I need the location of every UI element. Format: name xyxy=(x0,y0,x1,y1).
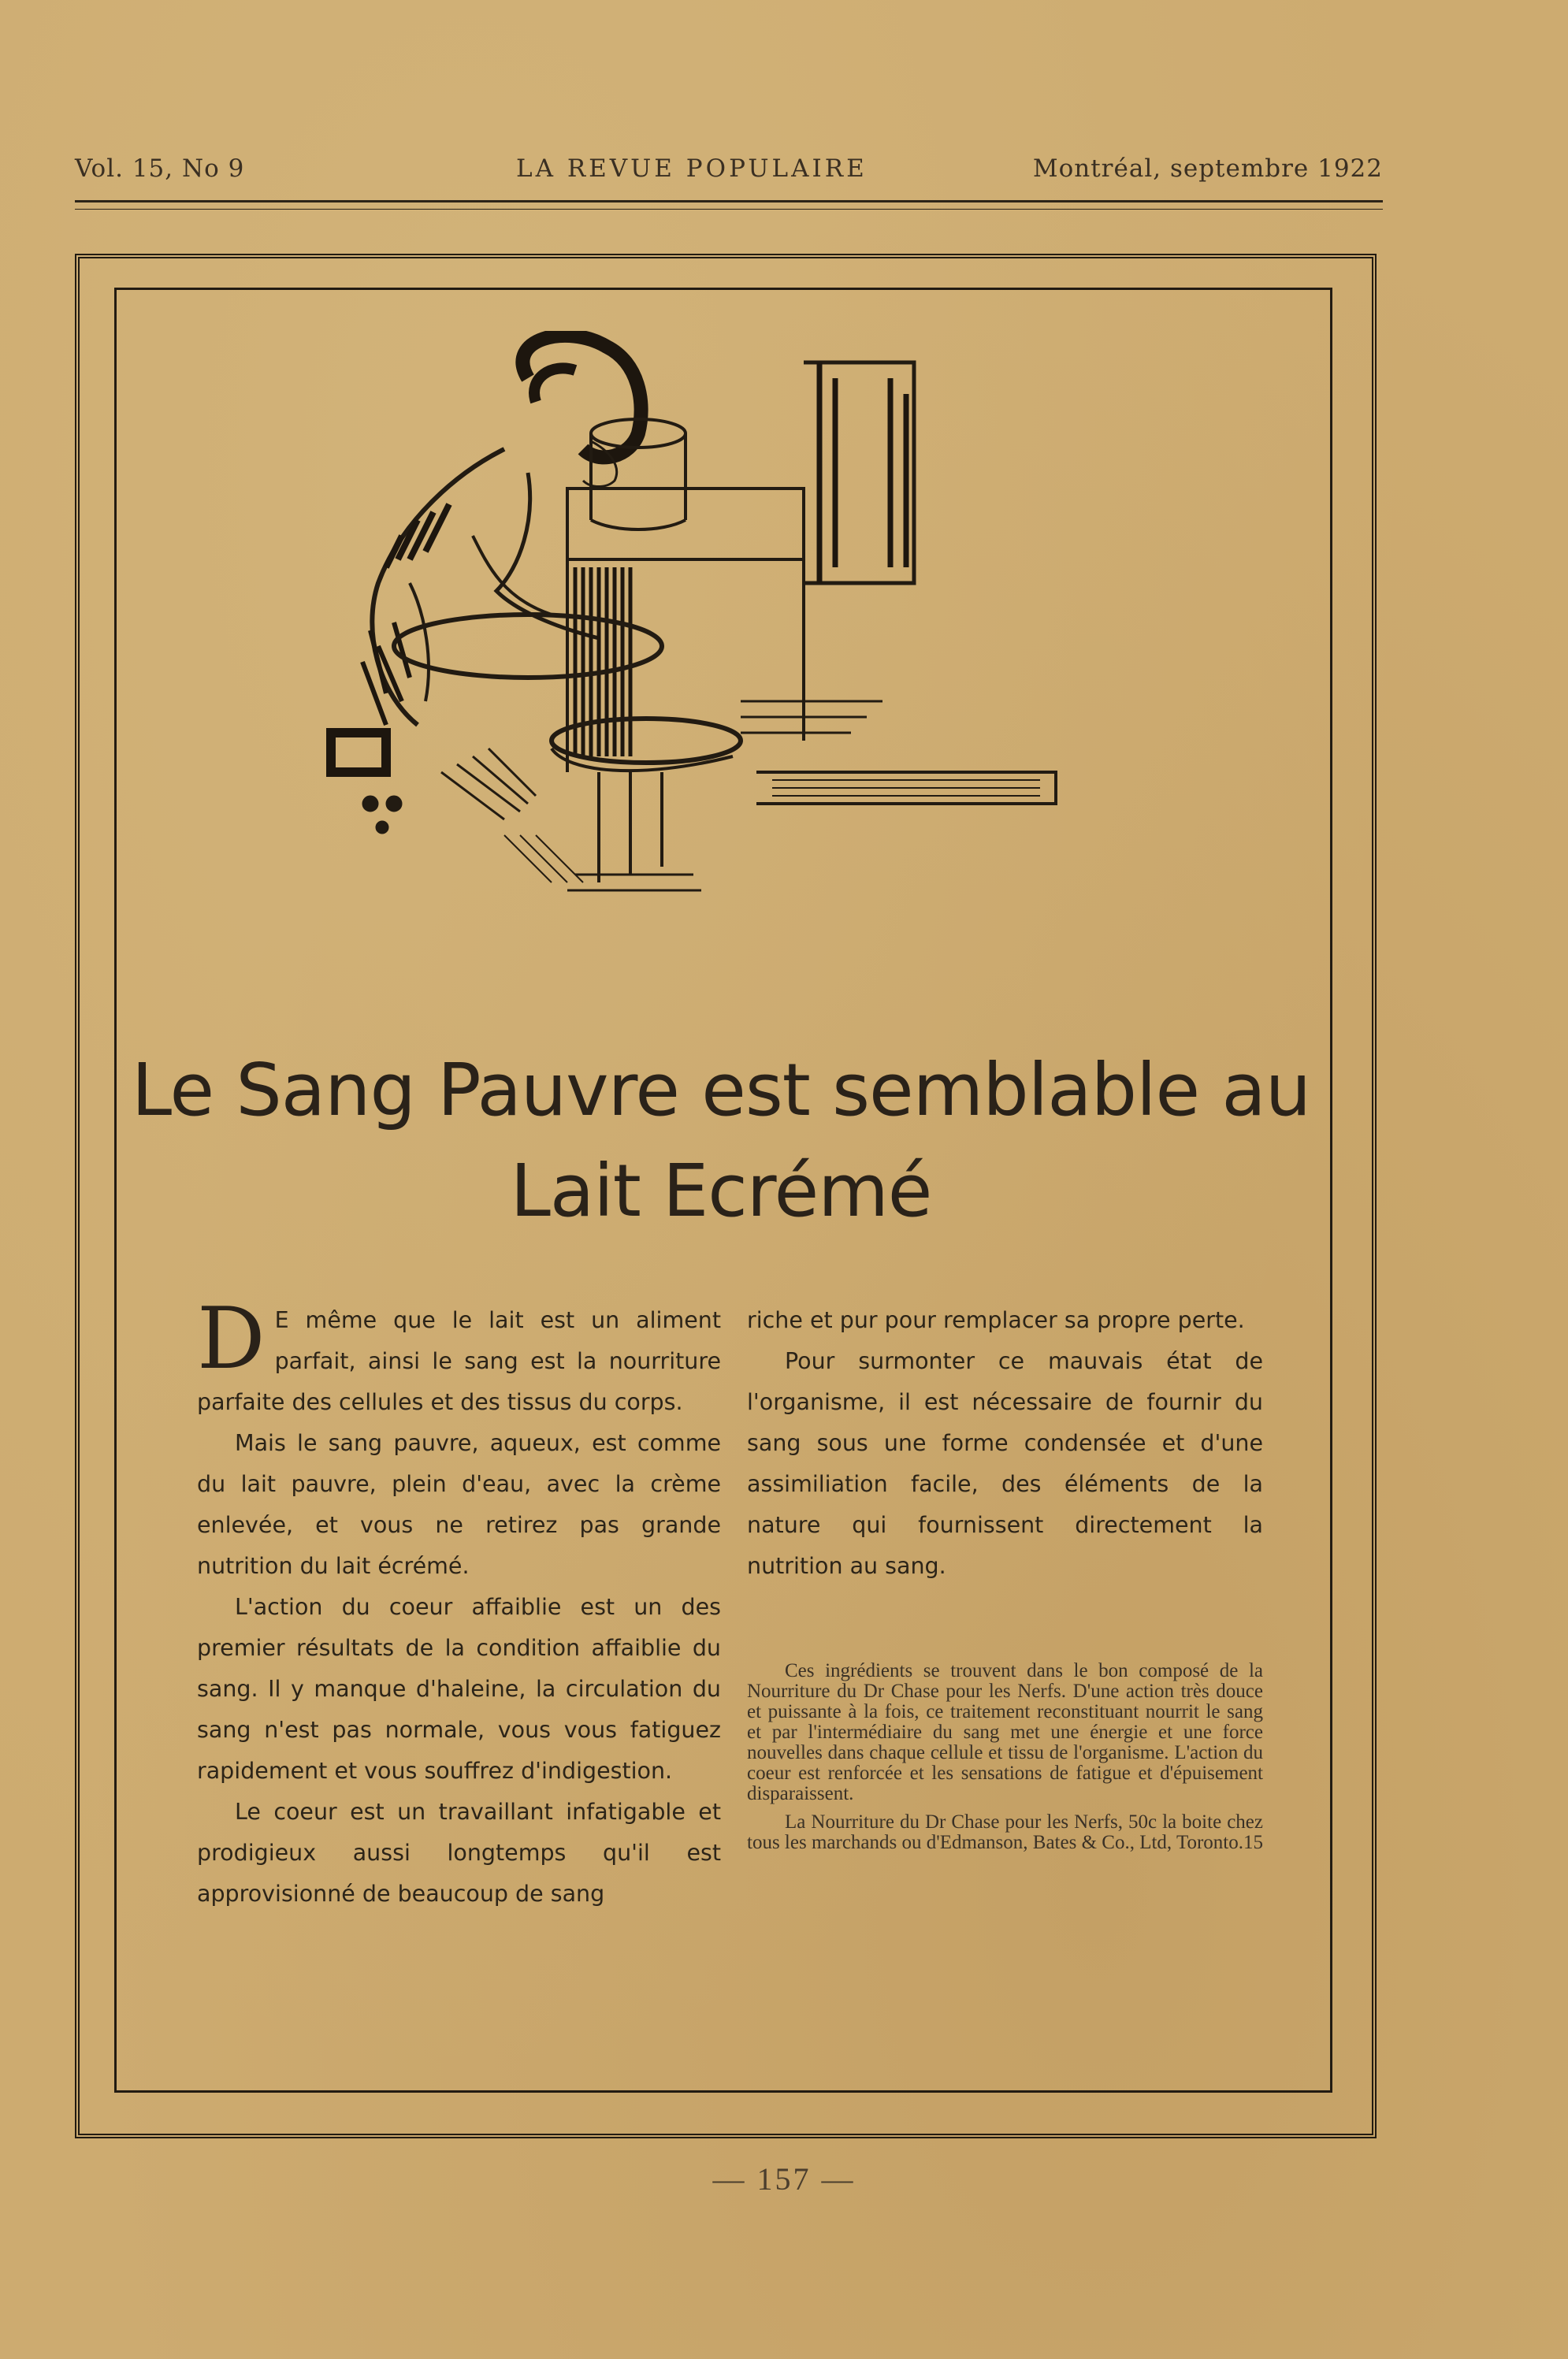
woman-skimming-milk-illustration xyxy=(268,331,1182,1009)
paragraph: Le coeur est un travaillant infatigable et prodigieux aussi longtemps qu'il est approvisionné de beaucoup de sang xyxy=(197,1799,721,1907)
article-headline xyxy=(114,1040,1328,1242)
article-right-column xyxy=(747,1300,1263,1587)
small-print-text: La Nourriture du Dr Chase pour les Nerfs, 50c la boite chez tous les marchands ou d'Edmanson, Bates & Co., Ltd, Toronto. xyxy=(747,1811,1263,1853)
page-header xyxy=(75,154,1383,194)
headline-line1: Le Sang Pauvre est semblable au xyxy=(131,1048,1311,1132)
place-date-label: Montréal, septembre 1922 xyxy=(1032,154,1383,183)
reference-number: 15 xyxy=(1243,1832,1263,1853)
small-print-paragraph xyxy=(747,1812,1263,1853)
paragraph: Pour surmonter ce mauvais état de l'organisme, il est nécessaire de fournir du sang sous une forme condensée et d'une assimiliation facile, des éléments de la nature qui fournissent directement la nutrition au sang. xyxy=(747,1348,1263,1579)
publication-title: LA REVUE POPULAIRE xyxy=(516,154,868,183)
paragraph: L'action du coeur affaiblie est un des premier résultats de la condition affaiblie du sang. Il y manque d'haleine, la circulation du sang n'est pas normale, vous vous fatiguez rapidement et vous souffrez d'indigestion. xyxy=(197,1594,721,1784)
paragraph: riche et pur pour remplacer sa propre perte. xyxy=(747,1307,1245,1333)
headline-line2: Lait Ecrémé xyxy=(510,1149,932,1233)
article-left-column xyxy=(197,1290,721,1915)
paragraph xyxy=(197,1290,721,1423)
page-number: — 157 — xyxy=(712,2161,856,2197)
paragraph: Mais le sang pauvre, aqueux, est comme du lait pauvre, plein d'eau, avec la crème enlevée, et vous ne retirez pas grande nutrition du lait écrémé. xyxy=(197,1430,721,1579)
paragraph-text: E même que le lait est un aliment parfait, ainsi le sang est la nourriture parfaite des cellules et des tissus du corps. xyxy=(197,1307,721,1415)
small-print-paragraph: Ces ingrédients se trouvent dans le bon composé de la Nourriture du Dr Chase pour les Nerfs. D'une action très douce et puissante à la fois, ce traitement reconstituant nourrit le sang et par l'intermédiaire du sang met une énergie et une force nouvelles dans chaque cellule et tissu de l'organisme. L'action du coeur est renforcée et les sensations de fatigue et d'épuisement disparaissent. xyxy=(747,1660,1263,1804)
small-print-advertisement xyxy=(747,1661,1263,1861)
volume-label: Vol. 15, No 9 xyxy=(75,154,245,183)
drop-cap: D xyxy=(197,1290,266,1388)
header-rule-thin xyxy=(75,209,1383,210)
header-rule xyxy=(75,200,1383,202)
